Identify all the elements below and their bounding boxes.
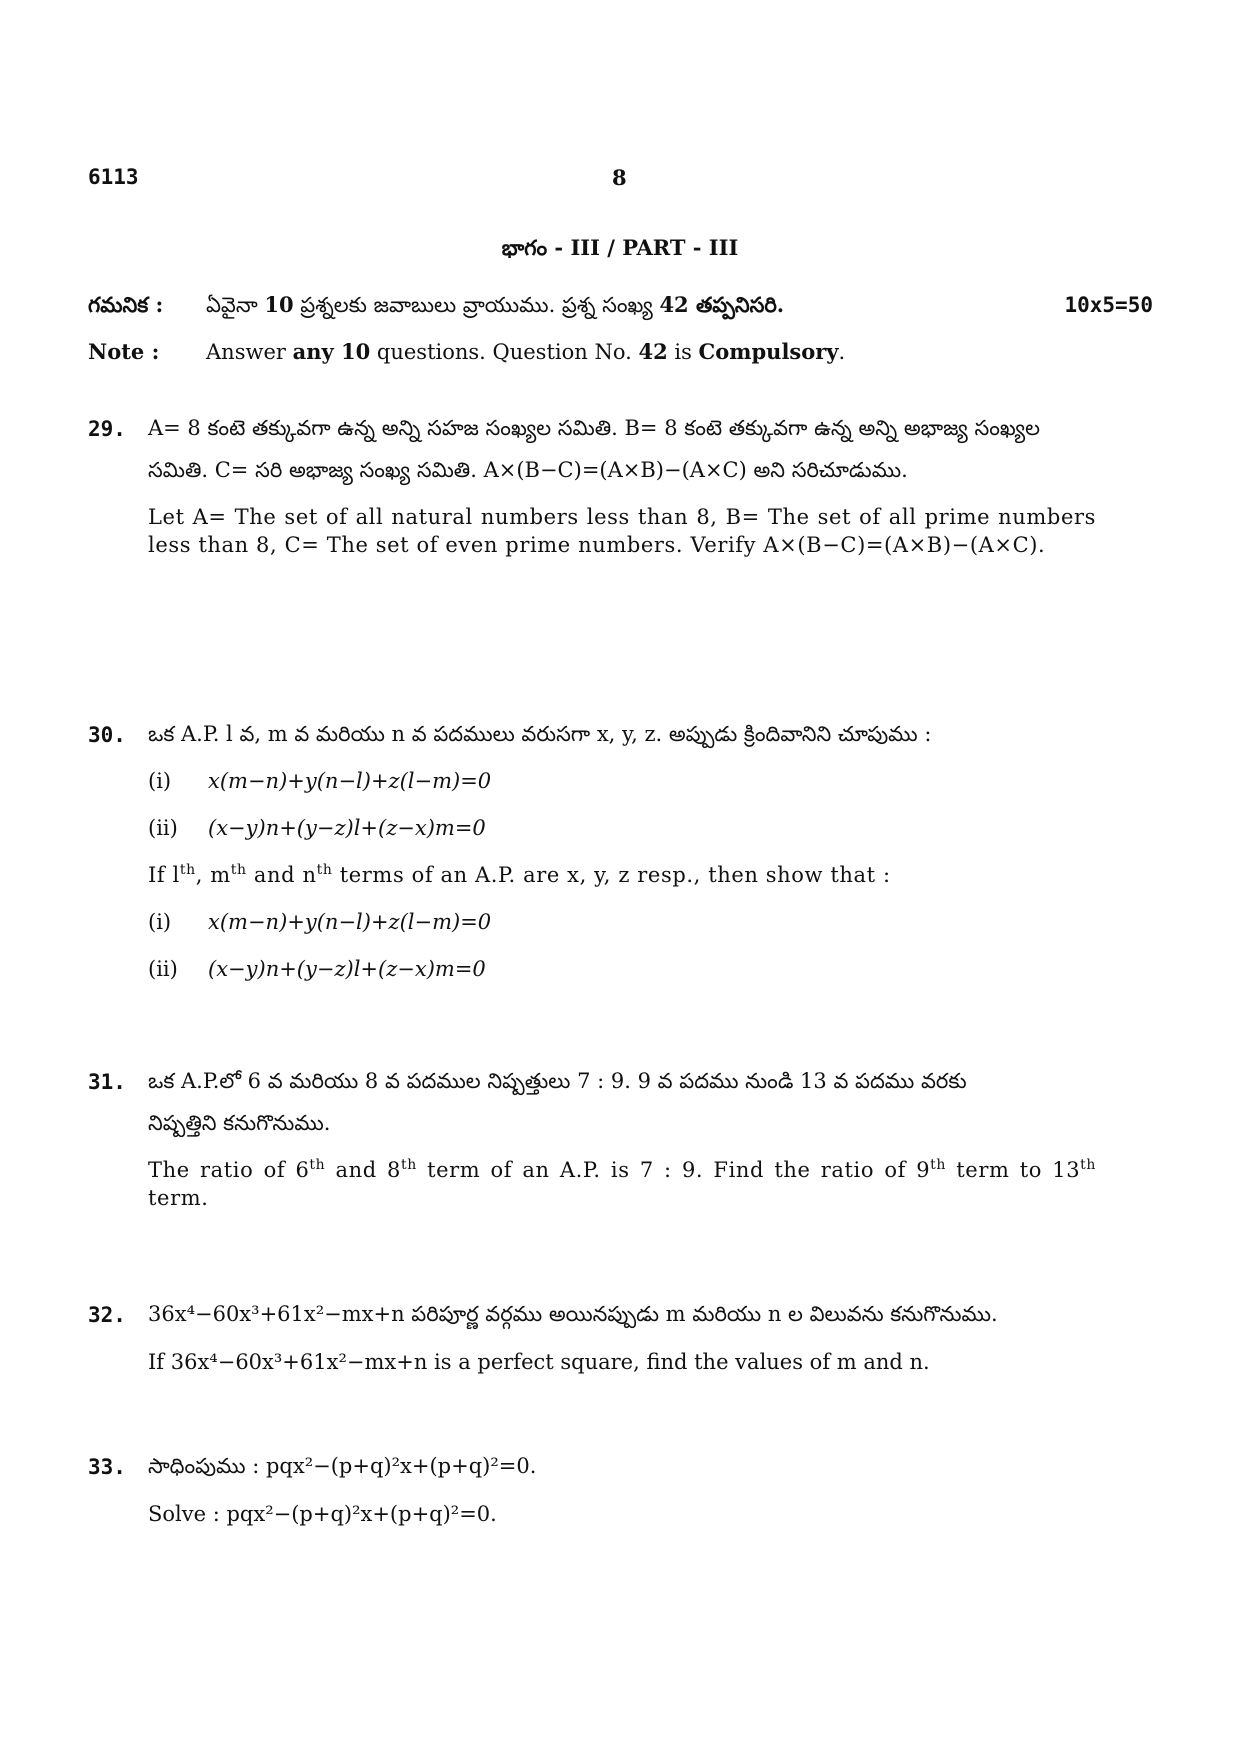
paper-code: 6113 — [88, 165, 139, 189]
sub-question: (ii) (x−y)n+(y−z)l+(z−x)m=0 — [148, 816, 486, 840]
question-text-telugu: A= 8 కంటె తక్కువగా ఉన్న అన్ని సహజ సంఖ్యల సమితి. B= 8 కంటె తక్కువగా ఉన్న అన్ని అభాజ్య సంఖ్యల — [148, 416, 1040, 440]
note-english — [88, 339, 1153, 364]
question-32 — [88, 1293, 1096, 1383]
question-text-english: If 36x⁴−60x³+61x²−mx+n is a perfect square, find the values of m and n. — [148, 1350, 930, 1374]
question-number: 30. — [88, 723, 126, 747]
question-text-telugu: ఒక A.P. l వ, m వ మరియు n వ పదములు వరుసగా x, y, z. అప్పుడు క్రిందివానిని చూపుము : — [148, 722, 932, 746]
question-31 — [88, 1060, 1096, 1212]
question-30 — [88, 713, 1096, 1002]
page-number: 8 — [612, 165, 627, 190]
question-text-english: If $l^{th}$, $m^{th}$ and $n^{th}$ terms of an A.P. are x, y, z resp., then show that : — [148, 862, 891, 887]
note-label-te: గమనిక : — [88, 292, 164, 317]
note-telugu — [88, 292, 1153, 323]
question-text-telugu: నిష్పత్తిని కనుగొనుము. — [148, 1111, 331, 1135]
question-33 — [88, 1445, 1096, 1535]
question-number: 33. — [88, 1455, 126, 1479]
question-number: 31. — [88, 1070, 126, 1094]
sub-question: (i) x(m−n)+y(n−l)+z(l−m)=0 — [148, 910, 492, 934]
question-text-telugu: ఒక A.P.లో 6 వ మరియు 8 వ పదముల నిష్పత్తులు 7 : 9. 9 వ పదము నుండి 13 వ పదము వరకు — [148, 1069, 967, 1093]
question-text-telugu: సమితి. C= సరి అభాజ్య సంఖ్య సమితి. A×(B−C)=(A×B)−(A×C) అని సరిచూడుము. — [148, 458, 908, 482]
question-text-telugu: సాధింపుము : pqx²−(p+q)²x+(p+q)²=0. — [148, 1454, 537, 1478]
question-number: 29. — [88, 417, 126, 441]
note-text-te: ఏవైనా 10 ప్రశ్నలకు జవాబులు వ్రాయుము. ప్రశ్న సంఖ్య 42 తప్పనిసరి. — [206, 292, 785, 317]
sub-question: (ii) (x−y)n+(y−z)l+(z−x)m=0 — [148, 957, 486, 981]
question-number: 32. — [88, 1303, 126, 1327]
question-text-english: The ratio of 6th and 8th term of an A.P. is 7 : 9. Find the ratio of 9th term to 13th term. — [148, 1157, 1096, 1210]
question-29 — [88, 407, 1096, 559]
question-text-english: Let A= The set of all natural numbers less than 8, B= The set of all prime numbers less than 8, C= The set of even prime numbers. Verify A×(B−C)=(A×B)−(A×C). — [148, 505, 1096, 557]
sub-question: (i) x(m−n)+y(n−l)+z(l−m)=0 — [148, 769, 492, 793]
part-title: భాగం - III / PART - III — [501, 235, 739, 260]
note-label-en: Note : — [88, 339, 160, 364]
marks-allocation: 10x5=50 — [1064, 293, 1153, 317]
note-text-en: Answer any 10 questions. Question No. 42 is Compulsory. — [206, 339, 846, 364]
question-text-telugu: 36x⁴−60x³+61x²−mx+n పరిపూర్ణ వర్గము అయినప్పుడు m మరియు n ల విలువను కనుగొనుము. — [148, 1302, 998, 1326]
question-text-english: Solve : pqx²−(p+q)²x+(p+q)²=0. — [148, 1502, 497, 1526]
